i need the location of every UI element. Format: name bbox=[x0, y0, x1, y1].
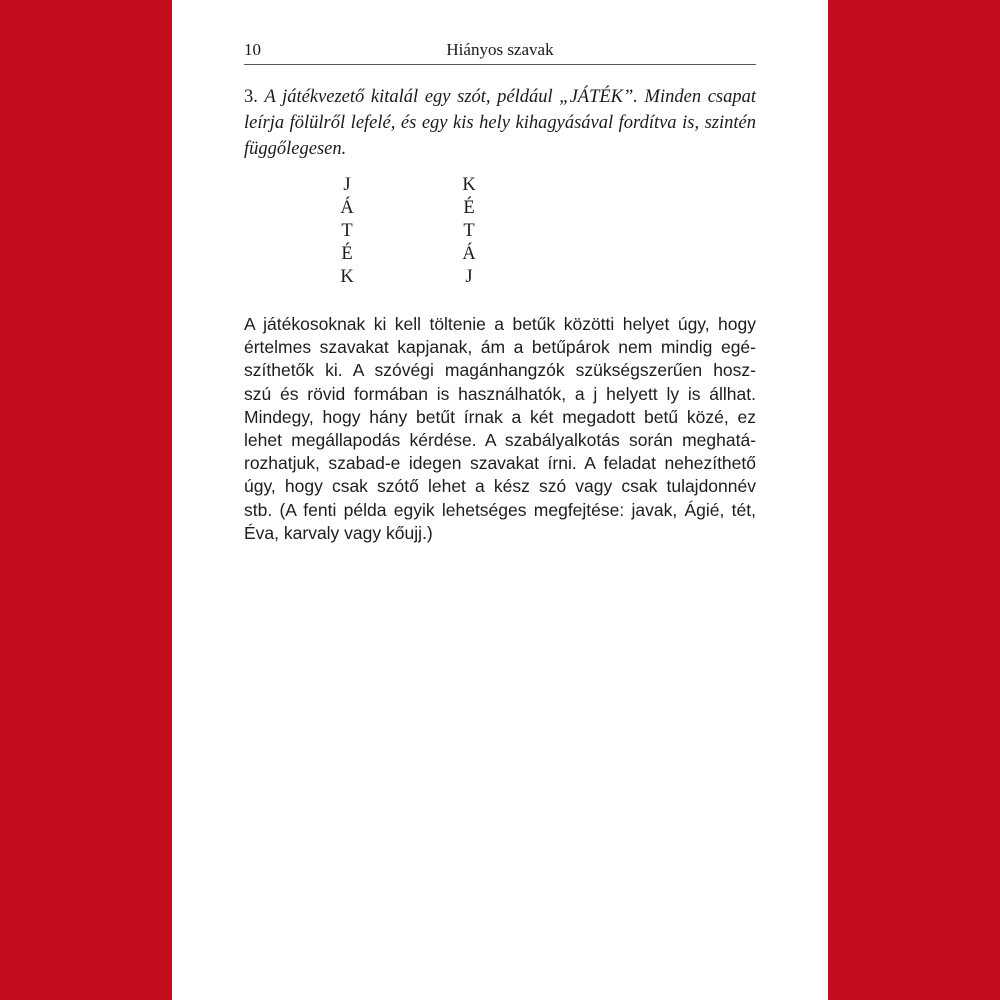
page-number: 10 bbox=[244, 40, 261, 59]
word-column-forward bbox=[337, 174, 357, 289]
column-letter: É bbox=[463, 198, 475, 218]
book-page bbox=[172, 0, 828, 1000]
body-line: rozhatjuk, szabad-e idegen szavakat írni. A feladat nehezíthető bbox=[244, 453, 756, 474]
column-letter: K bbox=[340, 267, 354, 287]
body-line: szú és rövid formában is használhatók, a j helyett ly is állhat. bbox=[244, 383, 756, 404]
body-line: Mindegy, hogy hány betűt írnak a két megadott betű közé, ez bbox=[244, 406, 756, 427]
word-column-reversed bbox=[459, 174, 479, 289]
column-letter: T bbox=[341, 221, 353, 241]
column-letter: T bbox=[463, 221, 475, 241]
column-letter: Á bbox=[462, 244, 476, 264]
rule-item-3 bbox=[244, 84, 756, 162]
column-letter: É bbox=[341, 244, 353, 264]
body-line: értelmes szavakat kapjanak, ám a betűpárok nem mindig egé- bbox=[244, 337, 756, 358]
body-line: szíthetők ki. A szóvégi magánhangzók szükségszerűen hosz- bbox=[244, 360, 756, 381]
item-number: 3. bbox=[244, 87, 258, 107]
body-line: Éva, karvaly vagy kőujj.) bbox=[244, 522, 433, 543]
body-line: lehet megállapodás kérdése. A szabályalkotás során meghatá- bbox=[244, 430, 756, 451]
body-line: A játékosoknak ki kell töltenie a betűk közötti helyet úgy, hogy bbox=[244, 314, 756, 334]
running-title: Hiányos szavak bbox=[446, 40, 554, 59]
body-line: úgy, hogy csak szótő lehet a kész szó vagy csak tulajdonnév bbox=[244, 476, 756, 497]
body-line: stb. (A fenti példa egyik lehetséges megfejtése: javak, Ágié, tét, bbox=[244, 499, 756, 520]
body-paragraph bbox=[244, 313, 756, 545]
column-letter: Á bbox=[340, 198, 354, 218]
column-letter: J bbox=[343, 175, 351, 195]
item-text: A játékvezető kitalál egy szót, például „JÁTÉK”. Minden csapat leírja fölülről lefelé, és egy kis hely kihagyásával fordítva is, szintén függőlegesen. bbox=[244, 87, 757, 159]
column-letter: K bbox=[462, 175, 476, 195]
page-header bbox=[244, 38, 756, 65]
column-letter: J bbox=[465, 267, 473, 287]
